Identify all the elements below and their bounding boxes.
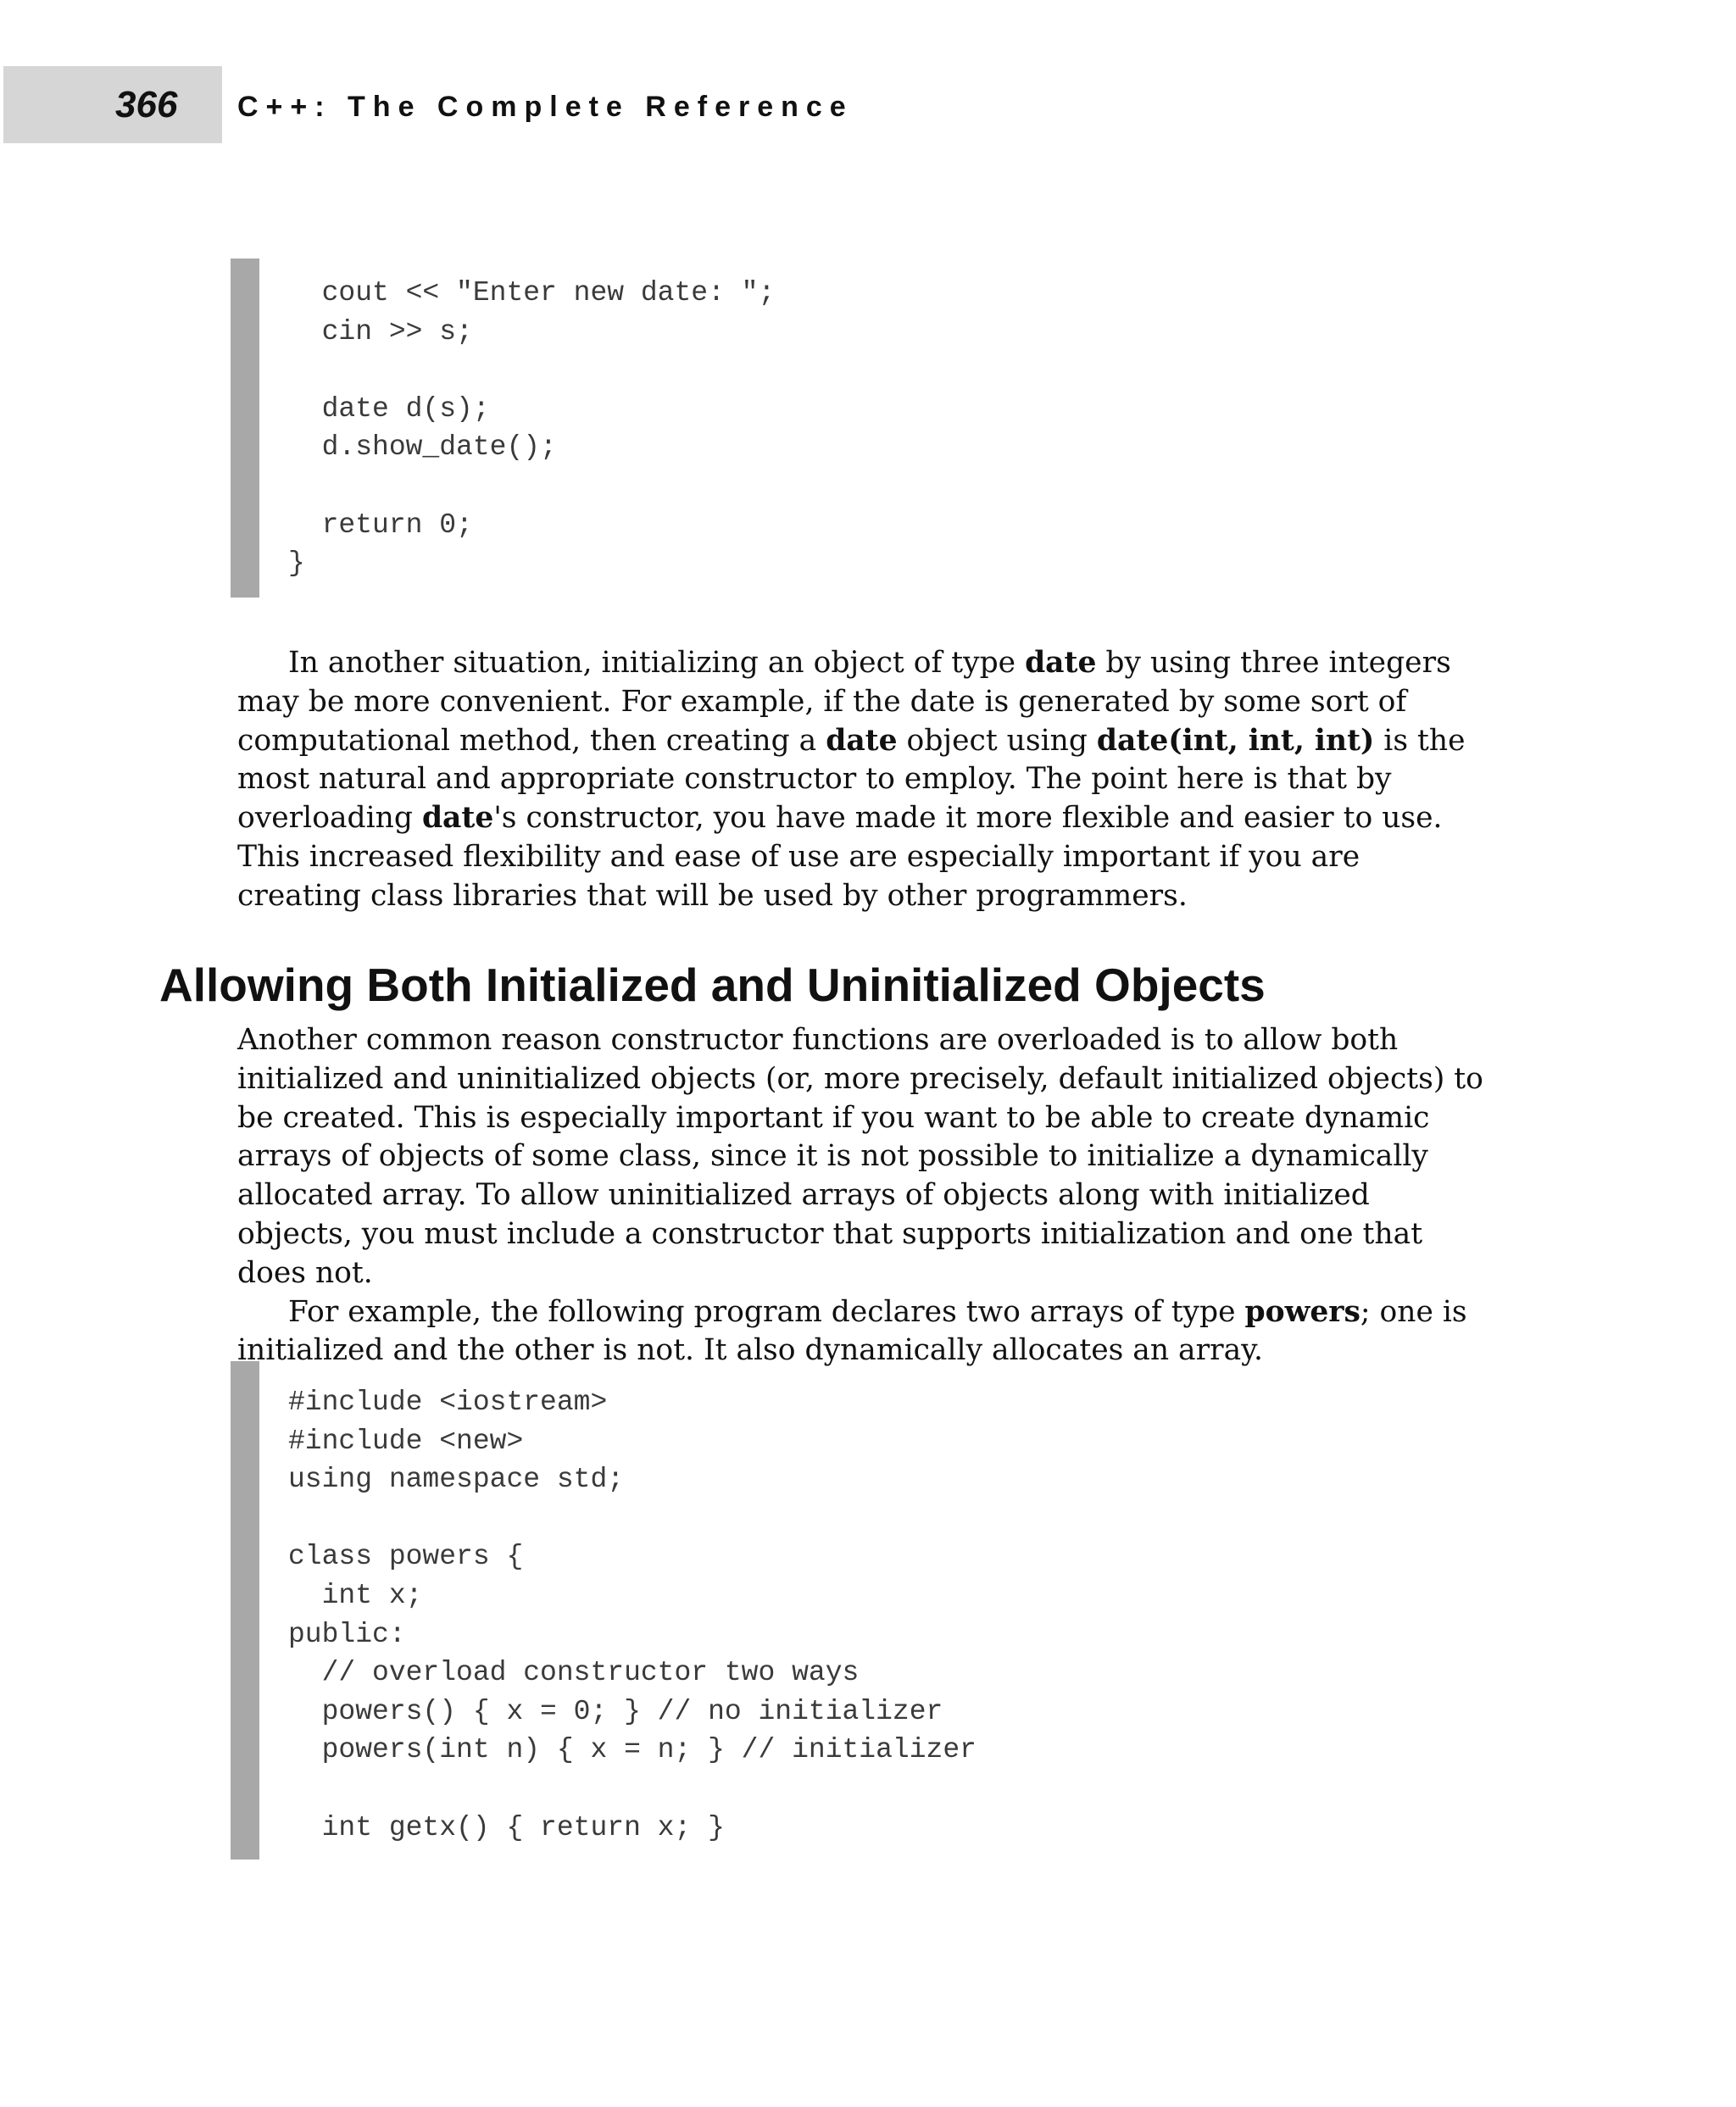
body-paragraph-3 bbox=[237, 1293, 1492, 1371]
section-heading: Allowing Both Initialized and Uninitialized Objects bbox=[159, 959, 1266, 1011]
code-listing-2-text: #include <iostream> #include <new> using namespace std; class powers { int x; public: // overload constructor two ways powers() { x = 0; } // no initializer powers(int n) { x = n; } // initializer int getx() { return x; } bbox=[288, 1387, 976, 1843]
bold-term: date bbox=[1025, 646, 1097, 680]
page-number-tab bbox=[3, 66, 222, 143]
text-run: For example, the following program declares two arrays of type bbox=[288, 1294, 1245, 1329]
code-listing-1-text: cout << "Enter new date: "; cin >> s; date d(s); d.show_date(); return 0; } bbox=[288, 277, 776, 580]
bold-term: date bbox=[421, 801, 494, 836]
text-run: object using bbox=[897, 723, 1097, 758]
running-header-title: C++: The Complete Reference bbox=[237, 91, 854, 123]
text-run: In another situation, initializing an object of type bbox=[288, 646, 1026, 680]
body-paragraph-1 bbox=[237, 644, 1492, 916]
bold-term: date(int, int, int) bbox=[1096, 723, 1375, 758]
bold-term: date bbox=[826, 723, 898, 758]
text-run: is the most natural and appropriate constructor to employ. The point here is that by overloading bbox=[237, 723, 1466, 836]
body-paragraph-2: Another common reason constructor functions are overloaded is to allow both initialized and uninitialized objects (or, more precisely, default initialized objects) to be created. This is especially important if you want to be able to create dynamic arrays of objects of some class, since it is not possible to initialize a dynamically allocated array. To allow uninitialized arrays of objects along with initialized objects, you must include a constructor that supports initialization and one that does not. bbox=[237, 1023, 1483, 1290]
section-body bbox=[237, 1021, 1492, 1370]
page-number: 366 bbox=[115, 84, 178, 125]
text-run: by using three integers may be more convenient. For example, if the date is generated by some sort of computational method, then creating a bbox=[237, 646, 1451, 758]
bold-term: powers bbox=[1244, 1294, 1360, 1329]
code-listing-1 bbox=[231, 259, 775, 598]
text-run: ; one is initialized and the other is not. It also dynamically allocates an array. bbox=[237, 1294, 1467, 1368]
code-listing-2 bbox=[231, 1361, 976, 1860]
text-run: 's constructor, you have made it more flexible and easier to use. This increased flexibility and ease of use are especially important if you are creating class libraries that will be used by other programmers. bbox=[237, 801, 1443, 913]
